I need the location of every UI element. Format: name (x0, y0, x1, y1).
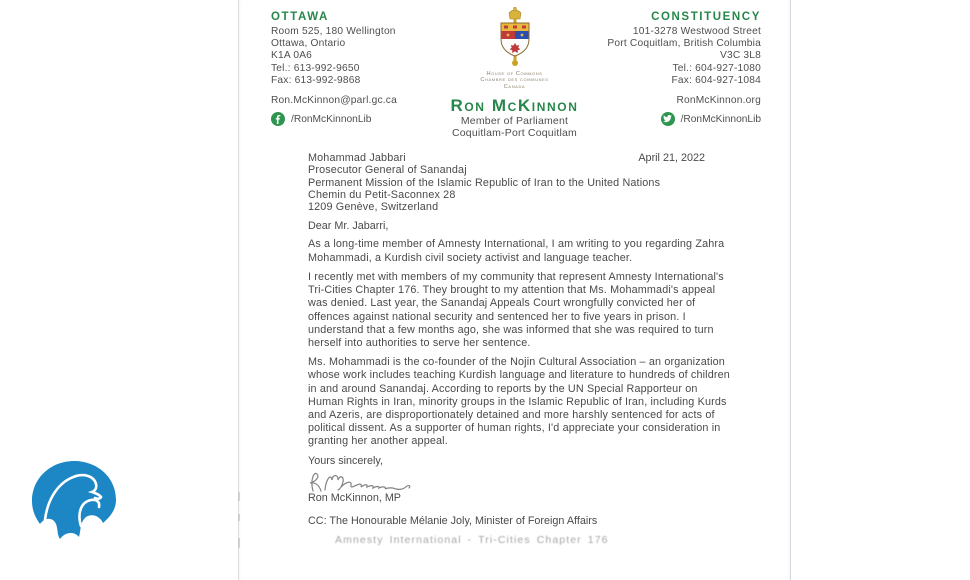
twitter-row (607, 112, 761, 126)
website-address: RonMcKinnon.org (676, 95, 761, 107)
ottawa-heading: OTTAWA (271, 11, 329, 23)
closing-line: Yours sincerely, (308, 454, 384, 467)
letter-paragraph: Ms. Mohammadi is the co-founder of the Nojin Cultural Association – an organization whose work includes teaching Kurdish language and literature to hundreds of children in and around Sanandaj. According to reports by the UN Special Rapporteur on Human Rights in Iran, minority groups in the Islamic Republic of Iran, including Kurds and Azeris, are disproportionately detained and more harshly sentenced for acts of political dissent. As a supporter of human rights, I'd appreciate your consideration in granting her another appeal. (308, 356, 730, 448)
email-address: Ron.McKinnon@parl.gc.ca (271, 95, 397, 107)
facebook-handle: /RonMcKinnonLib (291, 113, 372, 125)
crest-org-line: Canada (503, 83, 526, 90)
letterhead-center-block (400, 5, 630, 139)
scan-artifact (238, 492, 240, 501)
member-name: Ron McKinnon (450, 96, 579, 116)
handwritten-signature (306, 468, 424, 495)
recipient-address-block (308, 152, 732, 213)
crest-org-line: House of Commons (486, 71, 543, 77)
constituency-heading: CONSTITUENCY (651, 11, 761, 23)
member-role: Member of Parliament (460, 115, 569, 128)
letterhead-constituency-block (607, 11, 761, 126)
recipient-line: Mohammad Jabbari (308, 152, 406, 164)
letterhead-ottawa-block (271, 11, 397, 126)
constituency-phone-line: Tel.: 604-927-1080 (672, 62, 761, 74)
cc-line-degraded: Amnesty International - Tri-Cities Chapter 176 (335, 533, 609, 546)
scan-artifact (238, 514, 240, 521)
scanned-letter-page (238, 0, 791, 580)
recipient-line: Chemin du Petit-Saconnex 28 (308, 188, 456, 201)
facebook-icon (271, 112, 285, 126)
twitter-icon (661, 112, 675, 126)
constituency-address-line: 101-3278 Westwood Street (632, 26, 761, 37)
constituency-address-line: V3C 3L8 (719, 50, 761, 62)
constituency-address-line: Port Coquitlam, British Columbia (607, 38, 761, 50)
recipient-line: Permanent Mission of the Islamic Republic of Iran to the United Nations (308, 176, 661, 189)
ottawa-address-line: K1A 0A6 (271, 50, 313, 62)
recipient-line: Prosecutor General of Sanandaj (308, 164, 467, 177)
ottawa-address-line: Room 525, 180 Wellington (271, 26, 396, 37)
letter-body (308, 152, 732, 546)
ottawa-fax-line: Fax: 613-992-9868 (271, 74, 361, 86)
constituency-fax-line: Fax: 604-927-1084 (671, 74, 761, 86)
letter-paragraph: I recently met with members of my community that represent Amnesty International's Tri-Cities Chapter 176. They brought to my attention that Ms. Mohammadi's appeal was denied. Last year, the Sanandaj Appeals Court wrongfully convicted her of offences against national security and sentenced her to five years in prison. I understand that a few months ago, she was informed that she was required to turn herself into authorities to serve her sentence. (308, 270, 724, 349)
crest-org-line: Chambre des communes (480, 77, 549, 84)
letter-paragraph: As a long-time member of Amnesty International, I am writing to you regarding Zahra Mohammadi, a Kurdish civil society activist and language teacher. (308, 238, 725, 264)
cc-line: CC: The Honourable Mélanie Joly, Minister of Foreign Affairs (308, 514, 598, 527)
house-of-commons-crest-icon (493, 5, 537, 69)
ottawa-address-line: Ottawa, Ontario (271, 38, 346, 50)
scan-artifact (238, 538, 240, 548)
member-riding: Coquitlam-Port Coquitlam (451, 126, 577, 139)
salutation: Dear Mr. Jabarri, (308, 220, 389, 233)
ottawa-phone-line: Tel.: 613-992-9650 (271, 62, 360, 74)
facebook-row (271, 112, 397, 126)
recipient-line: 1209 Genève, Switzerland (308, 201, 439, 214)
twitter-handle: /RonMcKinnonLib (680, 113, 761, 125)
blue-dove-logo-icon (24, 456, 124, 566)
signer-name: Ron McKinnon, MP (308, 491, 402, 504)
letter-date: April 21, 2022 (638, 152, 705, 164)
